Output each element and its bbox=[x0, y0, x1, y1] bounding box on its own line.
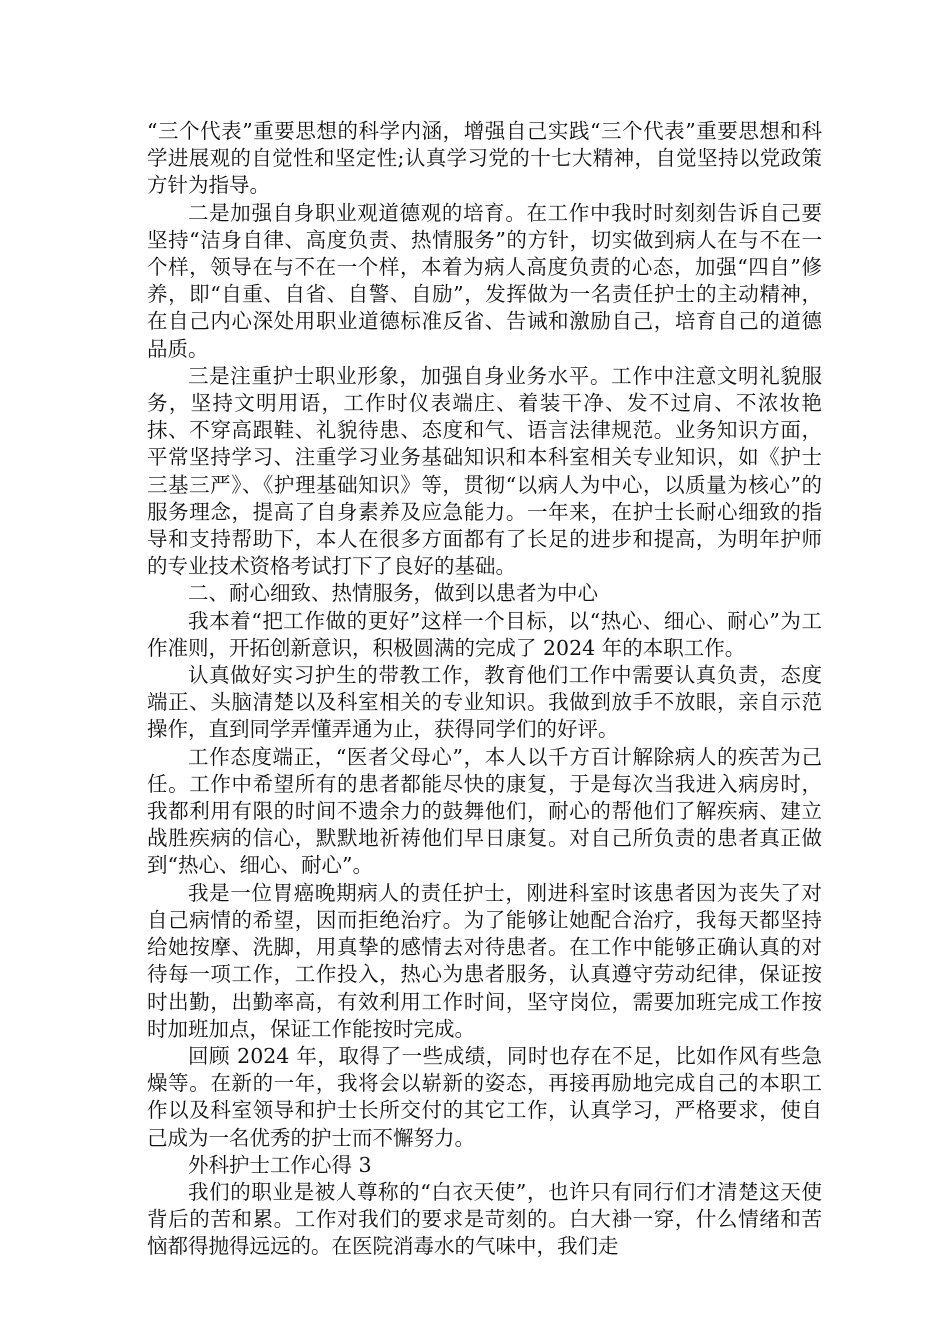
paragraph-5: 认真做好实习护生的带教工作，教育他们工作中需要认真负责，态度端正、头脑清楚以及科室相关的专业知识。我做到放手不放眼，亲自示范操作，直到同学弄懂弄通为止，获得同学们的好评。 bbox=[147, 663, 822, 742]
paragraph-3: 三是注重护士职业形象，加强自身业务水平。工作中注意文明礼貌服务，坚持文明用语，工作时仪表端庄、着装干净、发不过肩、不浓妆艳抹、不穿高跟鞋、礼貌待患、态度和气、语言法律规范。业务知识方面，平常坚持学习、注重学习业务基础知识和本科室相关专业知识，如《护士三基三严》、《护理基础知识》等，贯彻“以病人为中心，以质量为核心”的服务理念，提高了自身素养及应急能力。一年来，在护士长耐心细致的指导和支持帮助下，本人在很多方面都有了长足的进步和提高，为明年护师的专业技术资格考试打下了良好的基础。 bbox=[147, 363, 822, 579]
paragraph-2: 二是加强自身职业观道德观的培育。在工作中我时时刻刻告诉自己要坚持“洁身自律、高度负责、热情服务”的方针，切实做到病人在与不在一个样，领导在与不在一个样，本着为病人高度负责的心态，加强“四自”修养，即“自重、自省、自警、自励”，发挥做为一名责任护士的主动精神，在自己内心深处用职业道德标准反省、告诫和激励自己，培育自己的道德品质。 bbox=[147, 200, 822, 361]
paragraph-9: 我们的职业是被人尊称的“白衣天使”，也许只有同行们才清楚这天使背后的苦和累。工作对我们的要求是苛刻的。白大褂一穿，什么情绪和苦恼都得抛得远远的。在医院消毒水的气味中，我们走 bbox=[147, 1179, 822, 1259]
section-heading: 二、耐心细致、热情服务，做到以患者为中心 bbox=[188, 581, 598, 606]
article-title: 外科护士工作心得 3 bbox=[188, 1152, 372, 1177]
document-body bbox=[147, 118, 822, 1261]
paragraph-7: 我是一位胃癌晚期病人的责任护士，刚进科室时该患者因为丧失了对自己病情的希望，因而拒绝治疗。为了能够让她配合治疗，我每天都坚持给她按摩、洗脚，用真挚的感情去对待患者。在工作中能够正确认真的对待每一项工作，工作投入，热心为患者服务，认真遵守劳动纪律，保证按时出勤，出勤率高，有效利用工作时间，坚守岗位，需要加班完成工作按时加班加点，保证工作能按时完成。 bbox=[147, 880, 822, 1041]
paragraph-4: 我本着“把工作做的更好”这样一个目标，以“热心、细心、耐心”为工作准则，开拓创新意识，积极圆满的完成了 2024 年的本职工作。 bbox=[147, 608, 822, 660]
paragraph-1: “三个代表”重要思想的科学内涵，增强自己实践“三个代表”重要思想和科学进展观的自觉性和坚定性;认真学习党的十七大精神，自觉坚持以党政策方针为指导。 bbox=[147, 119, 822, 198]
paragraph-8: 回顾 2024 年，取得了一些成绩，同时也存在不足，比如作风有些急燥等。在新的一年，我将会以崭新的姿态，再接再励地完成自己的本职工作以及科室领导和护士长所交付的其它工作，认真学习，严格要求，使自己成为一名优秀的护士而不懈努力。 bbox=[147, 1043, 822, 1150]
paragraph-6: 工作态度端正，“医者父母心”，本人以千方百计解除病人的疾苦为己任。工作中希望所有的患者都能尽快的康复，于是每次当我进入病房时，我都利用有限的时间不遗余力的鼓舞他们，耐心的帮他们了解疾病、建立战胜疾病的信心，默默地祈祷他们早日康复。对自己所负责的患者真正做到“热心、细心、耐心”。 bbox=[147, 744, 822, 878]
